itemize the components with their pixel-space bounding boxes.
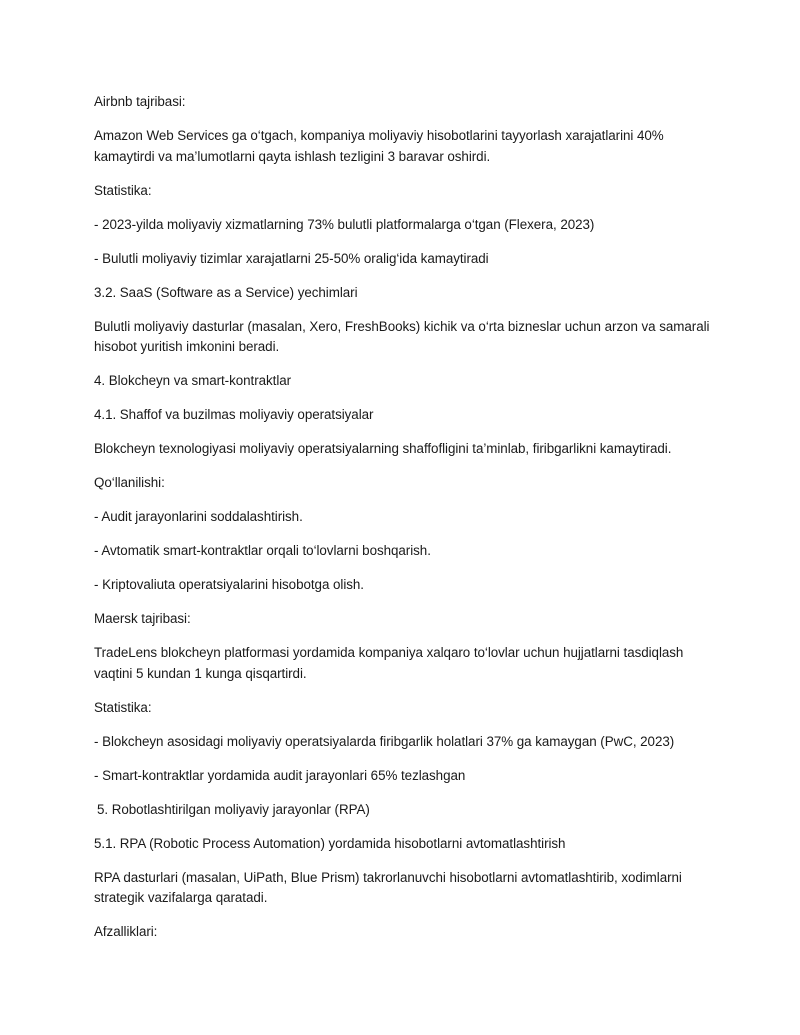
list-item: - Smart-kontraktlar yordamida audit jarayonlari 65% tezlashgan: [94, 767, 466, 783]
case-heading-airbnb: Airbnb tajribasi:: [94, 94, 186, 109]
section-heading: 4. Blokcheyn va smart-kontraktlar: [94, 373, 292, 388]
subsection-heading: 4.1. Shaffof va buzilmas moliyaviy operatsiyalar: [94, 407, 374, 422]
body-paragraph: Amazon Web Services ga o‘tgach, kompaniya moliyaviy hisobotlarini tayyorlash xarajatlarini 40% kamaytirdi va ma’lumotlarni qayta ishlash tezligini 3 baravar oshirdi.: [94, 128, 664, 164]
advantages-heading: Afzalliklari:: [94, 924, 158, 939]
list-item: - Bulutli moliyaviy tizimlar xarajatlarni 25-50% oralig‘ida kamaytiradi: [94, 250, 489, 266]
usage-heading: Qo‘llanilishi:: [94, 475, 165, 490]
list-item: - Kriptovaliuta operatsiyalarini hisobotga olish.: [94, 577, 364, 592]
body-paragraph: Blokcheyn texnologiyasi moliyaviy operatsiyalarning shaffofligini ta’minlab, firibgarlikni kamaytiradi.: [94, 441, 672, 456]
statistics-heading: Statistika:: [94, 699, 152, 715]
body-paragraph: Bulutli moliyaviy dasturlar (masalan, Xero, FreshBooks) kichik va o‘rta bizneslar uchun arzon va samarali hisobot yuritish imkonini beradi.: [94, 318, 710, 354]
list-item: - 2023-yilda moliyaviy xizmatlarning 73% bulutli platformalarga o‘tgan (Flexera, 2023): [94, 216, 595, 232]
body-paragraph: RPA dasturlari (masalan, UiPath, Blue Prism) takrorlanuvchi hisobotlarni avtomatlashtirib, xodimlarni strategik vazifalarga qaratadi.: [94, 869, 682, 905]
subsection-heading: 5.1. RPA (Robotic Process Automation) yordamida hisobotlarni avtomatlashtirish: [94, 835, 566, 851]
document-page: [94, 92, 714, 956]
case-heading-maersk: Maersk tajribasi:: [94, 611, 191, 626]
section-heading: 5. Robotlashtirilgan moliyaviy jarayonlar (RPA): [97, 801, 370, 817]
list-item: - Avtomatik smart-kontraktlar orqali to‘lovlarni boshqarish.: [94, 543, 431, 558]
statistics-heading: Statistika:: [94, 182, 152, 198]
body-paragraph: TradeLens blokcheyn platformasi yordamida kompaniya xalqaro to‘lovlar uchun hujjatlarni tasdiqlash vaqtini 5 kundan 1 kunga qisqartirdi.: [94, 645, 684, 681]
section-heading: 3.2. SaaS (Software as a Service) yechimlari: [94, 284, 358, 300]
list-item: - Audit jarayonlarini soddalashtirish.: [94, 509, 303, 524]
list-item: - Blokcheyn asosidagi moliyaviy operatsiyalarda firibgarlik holatlari 37% ga kamaygan (PwC, 2023): [94, 733, 675, 749]
